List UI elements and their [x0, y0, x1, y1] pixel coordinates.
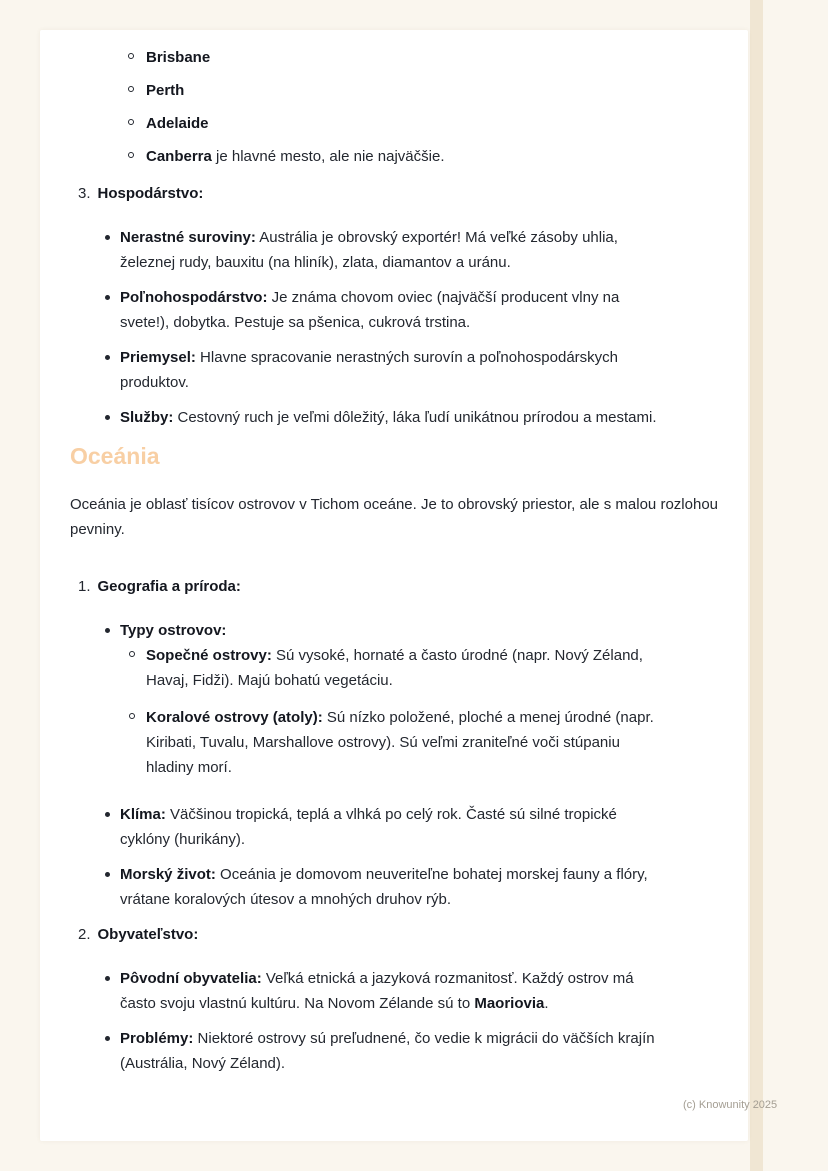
list-item	[105, 405, 718, 430]
list-item	[105, 618, 718, 792]
disc-bullet-icon	[105, 812, 110, 817]
list-item	[105, 285, 718, 335]
disc-bullet-icon	[105, 235, 110, 240]
list-item	[105, 862, 718, 912]
list-item-text: Perth	[146, 82, 185, 99]
circle-bullet-icon	[128, 86, 134, 92]
list-item-text: Pôvodní obyvatelia: Veľká etnická a jazyková rozmanitosť. Každý ostrov má často svoju vlastnú kultúru. Na Novom Zélande sú to Maoriovia.	[120, 970, 634, 1012]
watermark-copyright: (c) Knowunity 2025	[683, 1099, 778, 1111]
list-item	[128, 45, 718, 70]
economy-list	[70, 225, 718, 430]
circle-bullet-icon	[129, 651, 135, 657]
geography-list	[70, 618, 718, 912]
disc-bullet-icon	[105, 355, 110, 360]
list-item-text: Priemysel: Hlavne spracovanie nerastných surovín a poľnohospodárskych produktov.	[120, 349, 619, 391]
list-item	[129, 643, 658, 693]
disc-bullet-icon	[105, 295, 110, 300]
list-number: 3.	[78, 185, 91, 202]
list-item-text: Služby: Cestovný ruch je veľmi dôležitý, láka ľudí unikátnou prírodou a mestami.	[120, 409, 657, 426]
list-item	[105, 345, 718, 395]
numbered-heading-economy: 3. Hospodárstvo:	[78, 185, 204, 202]
cities-list	[70, 45, 718, 169]
list-item	[129, 705, 658, 780]
list-item	[128, 78, 718, 103]
scrollbar-track[interactable]	[750, 0, 763, 1171]
list-item	[105, 1026, 718, 1076]
circle-bullet-icon	[128, 152, 134, 158]
list-item-text: Canberra je hlavné mesto, ale nie najväčšie.	[146, 148, 445, 165]
section-heading-oceania: Oceánia	[70, 443, 160, 469]
list-item-text: Adelaide	[146, 115, 209, 132]
circle-bullet-icon	[129, 713, 135, 719]
list-number: 1.	[78, 578, 91, 595]
list-item-text: Typy ostrovov: Sopečné ostrovy: Sú vysoké, hornaté a často úrodné (napr. Nový Zéland, Havaj, Fidži). Majú bohatú vegetáciu. Koralové ostrovy (atoly): Sú nízko položené, ploché a menej úrodné (napr. Kiribati, Tuvalu, Marshallove ostrovy). Sú veľmi zraniteľné voči stúpaniu hladiny morí.	[120, 618, 658, 792]
list-item-text: Sopečné ostrovy: Sú vysoké, hornaté a často úrodné (napr. Nový Zéland, Havaj, Fidži). Majú bohatú vegetáciu.	[146, 647, 643, 689]
list-item	[128, 144, 718, 169]
disc-bullet-icon	[105, 976, 110, 981]
disc-bullet-icon	[105, 415, 110, 420]
island-types-list	[120, 643, 658, 780]
list-item-text: Poľnohospodárstvo: Je známa chovom oviec (najväčší producent vlny na svete!), dobytka. Pestuje sa pšenica, cukrová trstina.	[120, 289, 620, 331]
circle-bullet-icon	[128, 53, 134, 59]
list-number: 2.	[78, 926, 91, 943]
list-item	[128, 111, 718, 136]
list-item	[105, 966, 718, 1016]
list-item-text: Klíma: Väčšinou tropická, teplá a vlhká po celý rok. Časté sú silné tropické cyklóny (hurikány).	[120, 806, 617, 848]
numbered-heading-population: 2. Obyvateľstvo:	[78, 926, 199, 943]
list-item	[105, 802, 718, 852]
numbered-heading-geography: 1. Geografia a príroda:	[78, 578, 241, 595]
list-item-text: Morský život: Oceánia je domovom neuveriteľne bohatej morskej fauny a flóry, vrátane koralových útesov a mnohých druhov rýb.	[120, 866, 648, 908]
document-content	[40, 30, 748, 1076]
list-item-text: Brisbane	[146, 49, 211, 66]
population-list	[70, 966, 718, 1076]
disc-bullet-icon	[105, 1036, 110, 1041]
oceania-intro-paragraph: Oceánia je oblasť tisícov ostrovov v Tichom oceáne. Je to obrovský priestor, ale s malou rozlohou pevniny.	[70, 496, 718, 538]
disc-bullet-icon	[105, 628, 110, 633]
circle-bullet-icon	[128, 119, 134, 125]
list-item-text: Koralové ostrovy (atoly): Sú nízko položené, ploché a menej úrodné (napr. Kiribati, Tuvalu, Marshallove ostrovy). Sú veľmi zraniteľné voči stúpaniu hladiny morí.	[146, 709, 654, 776]
list-item-text: Problémy: Niektoré ostrovy sú preľudnené, čo vedie k migrácii do väčších krajín (Austrália, Nový Zéland).	[120, 1030, 655, 1072]
list-item-text: Nerastné suroviny: Austrália je obrovský exportér! Má veľké zásoby uhlia, železnej rudy, bauxitu (na hliník), zlata, diamantov a uránu.	[120, 229, 618, 271]
list-item	[105, 225, 718, 275]
disc-bullet-icon	[105, 872, 110, 877]
document-page	[40, 30, 748, 1141]
